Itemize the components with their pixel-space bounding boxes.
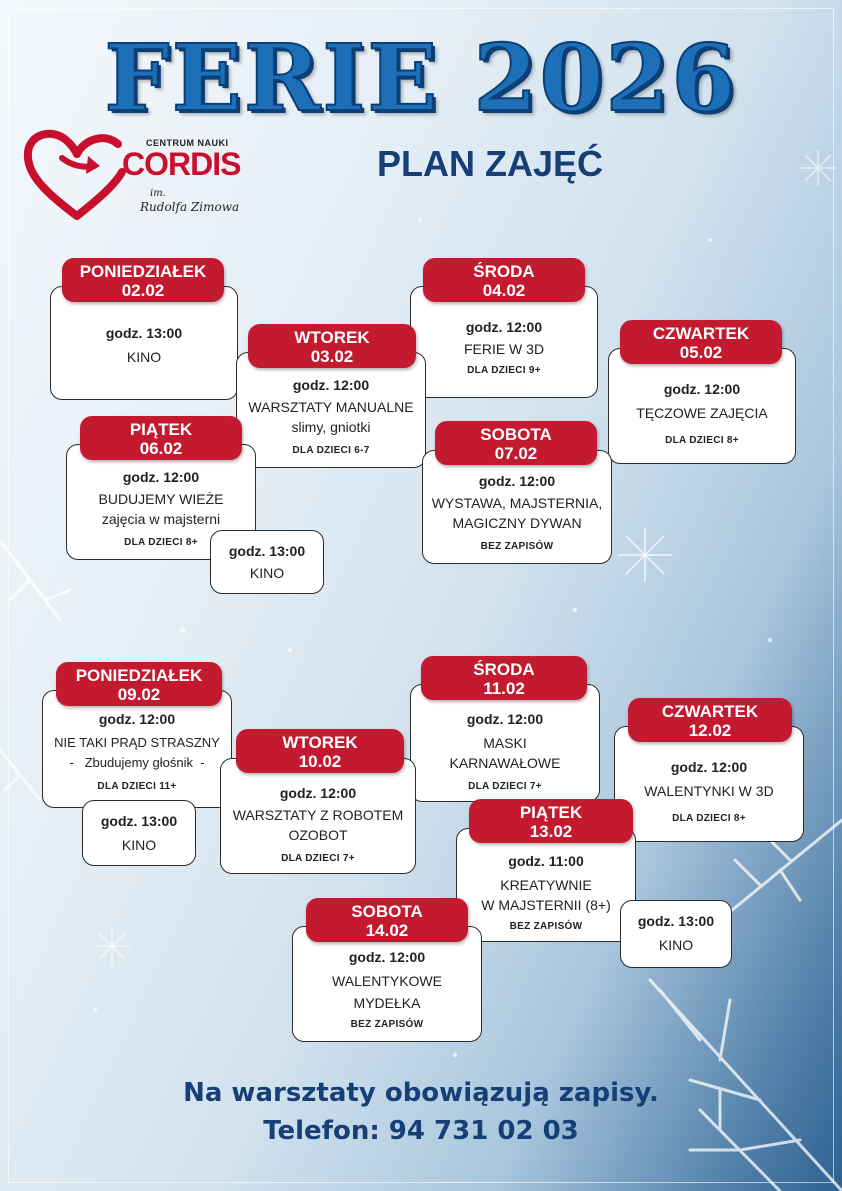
- day-label-wed-1102: [421, 656, 587, 700]
- day-date: 06.02: [139, 439, 183, 458]
- event-activity: WYSTAWA, MAJSTERNIA,: [431, 495, 603, 511]
- event-activity-detail: W MAJSTERNII (8+): [481, 897, 611, 913]
- day-name: PONIEDZIAŁEK: [75, 666, 203, 685]
- event-activity: KINO: [126, 349, 162, 365]
- event-card-fri-1302: [456, 828, 636, 942]
- event-activity: NIE TAKI PRĄD STRASZNY: [54, 735, 220, 750]
- day-label-wed-0402: [423, 258, 585, 302]
- day-date: 03.02: [310, 347, 354, 366]
- event-time: godz. 12:00: [478, 473, 556, 489]
- day-date: 07.02: [494, 444, 538, 463]
- day-date: 10.02: [298, 752, 342, 771]
- event-note: DLA DZIECI 9+: [467, 365, 541, 376]
- logo-line1: CENTRUM NAUKI: [146, 138, 229, 148]
- event-card-tue-0302: [236, 352, 426, 468]
- event-card-thu-1202: [614, 726, 804, 842]
- event-activity: FERIE W 3D: [463, 341, 545, 357]
- day-name: PIĄTEK: [129, 420, 193, 439]
- day-name: SOBOTA: [351, 902, 423, 921]
- event-activity: KINO: [249, 565, 285, 581]
- day-label-fri-1302: [469, 799, 633, 843]
- event-activity-detail: MAGICZNY DYWAN: [452, 515, 582, 531]
- event-activity: BUDUJEMY WIEŻE: [98, 491, 224, 507]
- event-activity: WALENTYNKI W 3D: [644, 783, 774, 799]
- event-time: godz. 13:00: [100, 813, 178, 829]
- footer-registration-note: Na warsztaty obowiązują zapisy.: [183, 1078, 659, 1108]
- event-time: godz. 12:00: [122, 469, 200, 485]
- day-label-thu-1202: [628, 698, 792, 742]
- day-date: 05.02: [679, 343, 723, 362]
- event-note: BEZ ZAPISÓW: [350, 1019, 424, 1030]
- event-time: godz. 13:00: [105, 325, 183, 341]
- event-card-wed-0402: [410, 286, 598, 398]
- day-date: 13.02: [529, 822, 573, 841]
- event-card-fri-0602-extra: [210, 530, 324, 594]
- event-activity-detail: OZOBOT: [288, 827, 348, 843]
- day-label-mon-0202: [62, 258, 224, 302]
- event-time: godz. 11:00: [508, 853, 584, 869]
- cordis-logo: [22, 128, 242, 223]
- event-card-mon-0902-extra: [82, 800, 196, 866]
- event-card-sat-0702: [422, 450, 612, 564]
- event-activity: KINO: [121, 837, 157, 853]
- logo-brand: CORDIS: [122, 146, 241, 182]
- event-note: DLA DZIECI 7+: [281, 853, 355, 864]
- logo-line3: im.: [150, 188, 166, 199]
- event-note: DLA DZIECI 6-7: [292, 445, 370, 456]
- page-subtitle: PLAN ZAJĘĆ: [376, 143, 604, 184]
- event-note: DLA DZIECI 8+: [672, 813, 746, 824]
- event-activity-detail: - Zbudujemy głośnik -: [69, 755, 205, 770]
- day-label-fri-0602: [80, 416, 242, 460]
- day-name: SOBOTA: [480, 425, 552, 444]
- event-activity-detail: KARNAWAŁOWE: [449, 755, 561, 771]
- event-time: godz. 13:00: [228, 543, 306, 559]
- event-time: godz. 12:00: [98, 711, 176, 727]
- event-activity: KREATYWNIE: [500, 877, 592, 893]
- day-date: 14.02: [365, 921, 409, 940]
- event-note: DLA DZIECI 11+: [97, 781, 177, 792]
- day-label-thu-0502: [620, 320, 782, 364]
- day-label-tue-0302: [248, 324, 416, 368]
- event-card-thu-0502: [608, 348, 796, 464]
- day-label-sat-1402: [306, 898, 468, 942]
- event-card-sat-1402: [292, 926, 482, 1042]
- event-activity-detail: zajęcia w majsterni: [101, 511, 221, 527]
- day-name: WTOREK: [294, 328, 370, 347]
- event-card-mon-0202: [50, 286, 238, 400]
- heart-arrow-icon: [22, 128, 132, 223]
- event-activity: WARSZTATY MANUALNE: [248, 399, 414, 415]
- day-name: PONIEDZIAŁEK: [79, 262, 207, 281]
- event-time: godz. 13:00: [637, 913, 715, 929]
- day-label-tue-1002: [236, 729, 404, 773]
- event-activity-detail: slimy, gniotki: [291, 419, 371, 435]
- event-note: BEZ ZAPISÓW: [509, 921, 583, 932]
- logo-signature: Rudolfa Zimowa: [140, 200, 240, 214]
- event-time: godz. 12:00: [465, 319, 543, 335]
- event-time: godz. 12:00: [466, 711, 544, 727]
- event-card-fri-1302-extra: [620, 900, 732, 968]
- day-date: 11.02: [483, 679, 525, 698]
- event-activity: WALENTYKOWE: [332, 973, 442, 989]
- day-name: ŚRODA: [473, 262, 535, 281]
- day-name: ŚRODA: [473, 660, 535, 679]
- event-card-wed-1102: [410, 684, 600, 802]
- day-name: CZWARTEK: [661, 702, 759, 721]
- footer-phone: Telefon: 94 731 02 03: [263, 1116, 579, 1146]
- event-activity: WARSZTATY Z ROBOTEM: [232, 807, 404, 823]
- event-note: BEZ ZAPISÓW: [480, 541, 554, 552]
- day-date: 09.02: [117, 685, 161, 704]
- event-time: godz. 12:00: [292, 377, 370, 393]
- day-label-mon-0902: [56, 662, 222, 706]
- event-note: DLA DZIECI 7+: [468, 781, 542, 792]
- event-time: godz. 12:00: [663, 381, 741, 397]
- day-name: WTOREK: [282, 733, 358, 752]
- event-time: godz. 12:00: [279, 785, 357, 801]
- day-date: 12.02: [688, 721, 732, 740]
- day-name: PIĄTEK: [519, 803, 583, 822]
- page-title: FERIE 2026: [104, 24, 738, 132]
- event-time: godz. 12:00: [348, 949, 426, 965]
- event-activity-detail: MYDEŁKA: [353, 995, 421, 1011]
- day-label-sat-0702: [435, 421, 597, 465]
- event-activity: TĘCZOWE ZAJĘCIA: [636, 405, 768, 421]
- day-date: 04.02: [482, 281, 526, 300]
- event-activity: MASKI: [483, 735, 527, 751]
- event-card-tue-1002: [220, 758, 416, 874]
- event-note: DLA DZIECI 8+: [124, 537, 198, 548]
- event-note: DLA DZIECI 8+: [665, 435, 739, 446]
- event-activity: KINO: [658, 937, 694, 953]
- event-time: godz. 12:00: [670, 759, 748, 775]
- day-date: 02.02: [121, 281, 165, 300]
- event-card-mon-0902: [42, 690, 232, 808]
- day-name: CZWARTEK: [652, 324, 750, 343]
